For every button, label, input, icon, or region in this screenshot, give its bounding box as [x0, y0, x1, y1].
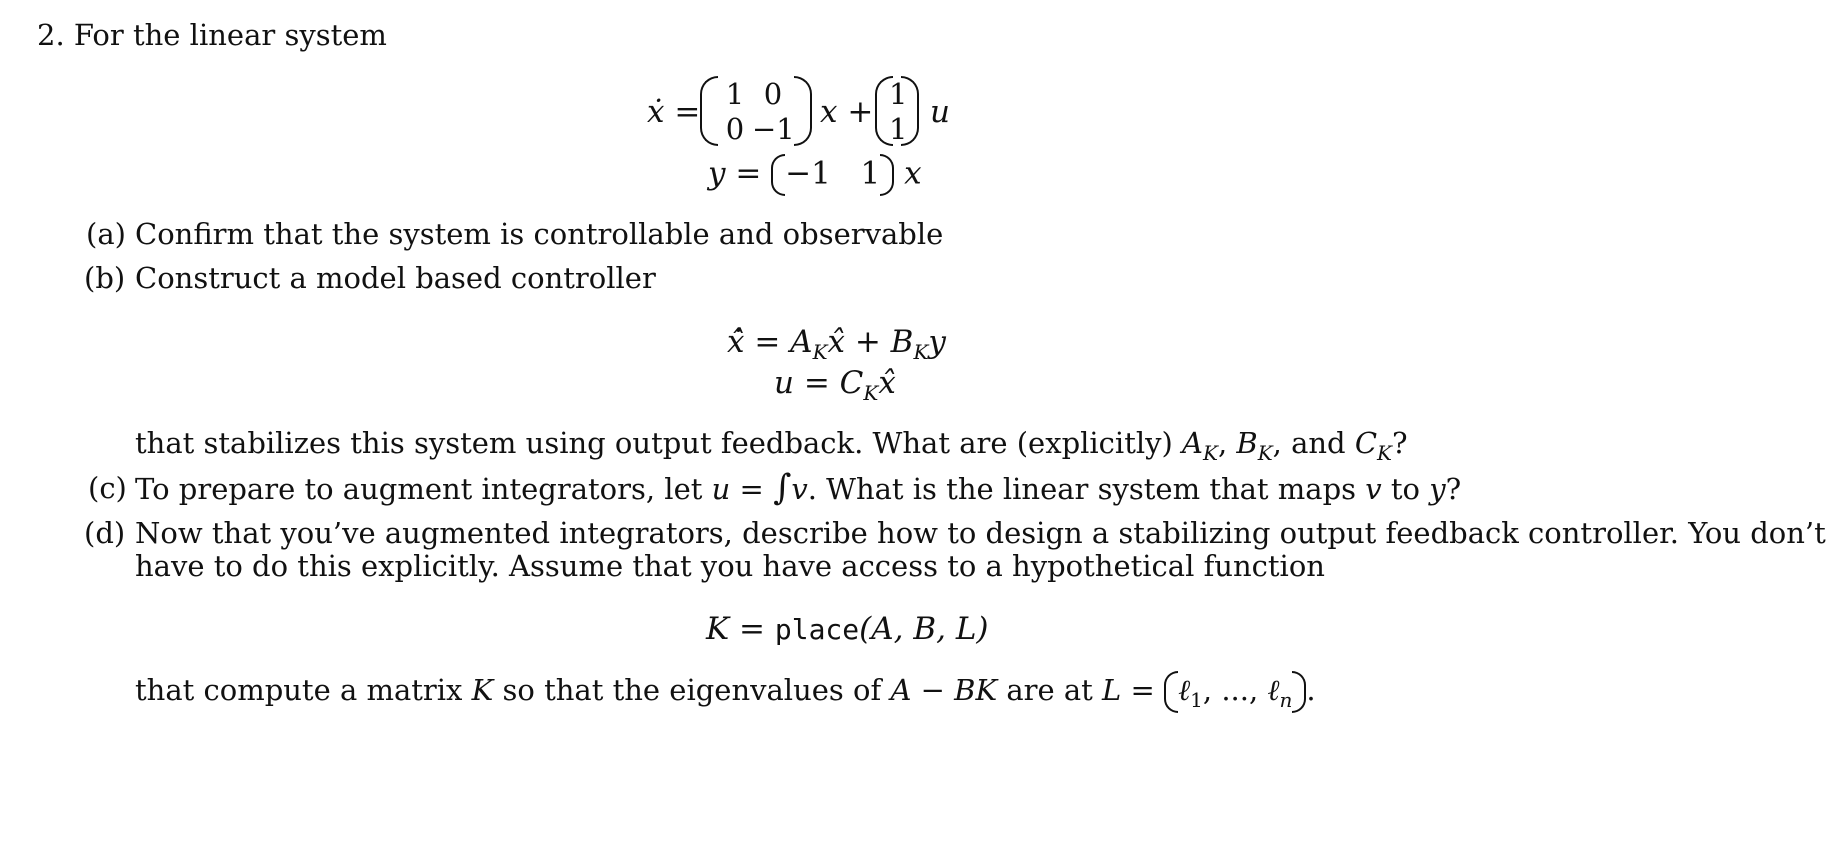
- controller-1-sub-a: K: [812, 340, 828, 365]
- part-b-follow-sep2: , and: [1272, 426, 1355, 460]
- x-plus-text: x +: [820, 94, 874, 130]
- final-minus: −: [911, 673, 955, 707]
- output-matrix-right-paren: [880, 154, 894, 196]
- controller-1-tail-b: y: [928, 324, 946, 360]
- matrix-a12: 0: [763, 76, 783, 111]
- part-b-follow-end: ?: [1392, 426, 1408, 460]
- place-function-name: place: [774, 613, 860, 646]
- matrix-b1: 1: [889, 76, 908, 111]
- matrix-c1: −1: [785, 155, 831, 192]
- part-c-text-2: . What is the linear system that maps: [807, 472, 1366, 506]
- controller-2-tail: x̂: [878, 365, 896, 401]
- part-c-equals: =: [730, 472, 774, 506]
- part-b-follow-B-sub: K: [1257, 440, 1273, 465]
- part-d-label: (d): [84, 516, 126, 550]
- part-b-follow-C: C: [1354, 426, 1378, 460]
- controller-equation-2: [774, 364, 896, 412]
- final-period: .: [1306, 673, 1316, 707]
- final-text-2: so that the eigenvalues of: [493, 673, 891, 707]
- part-c-text-4: ?: [1445, 472, 1462, 506]
- matrix-c2: 1: [860, 155, 881, 192]
- part-d-text-2: have to do this explicitly. Assume that you have access to a hypothetical function: [135, 549, 1325, 583]
- eigenvalue-middle: , ...,: [1202, 673, 1268, 707]
- part-b-label: (b): [84, 261, 126, 295]
- part-c-text-3: to: [1381, 472, 1430, 506]
- input-matrix-right-paren: [901, 76, 919, 146]
- state-matrix-right-paren: [794, 76, 812, 146]
- matrix-b2: 1: [889, 111, 908, 146]
- state-matrix-grid: [718, 76, 794, 146]
- input-matrix: [875, 76, 919, 146]
- place-K: K: [706, 611, 730, 647]
- part-b-follow-main: that stabilizes this system using output feedback. What are (explicitly): [135, 426, 1183, 460]
- problem-number: 2.: [37, 18, 65, 52]
- part-b-follow-text: [135, 425, 1408, 471]
- final-A: A: [890, 673, 912, 707]
- xdot-equals: ẋ =: [647, 94, 701, 130]
- problem-intro: For the linear system: [73, 18, 387, 52]
- part-c-v2: v: [1365, 472, 1382, 506]
- part-b-follow-A: A: [1182, 426, 1203, 460]
- part-a-text: Confirm that the system is controllable and observable: [135, 217, 944, 251]
- integral-symbol: ∫: [773, 468, 792, 508]
- output-x: x: [904, 155, 922, 192]
- eigenvalue-l1-sub: 1: [1190, 687, 1203, 712]
- eigenvalue-ln: ℓ: [1267, 673, 1280, 707]
- controller-1-tail-a: x̂ + B: [827, 324, 914, 360]
- problem-heading: [37, 17, 387, 53]
- matrix-a22: −1: [752, 111, 795, 146]
- place-arguments: (A, B, L): [859, 611, 989, 647]
- part-b-follow-C-sub: K: [1377, 440, 1392, 465]
- part-c-y: y: [1429, 472, 1446, 506]
- controller-2-head: u = C: [774, 365, 864, 401]
- part-b-follow-B: B: [1236, 426, 1258, 460]
- controller-1-sub-b: K: [913, 340, 929, 365]
- final-BK: BK: [954, 673, 998, 707]
- part-a-label: (a): [86, 217, 126, 251]
- controller-2-sub: K: [863, 381, 879, 406]
- eigenvalue-right-paren: [1292, 671, 1306, 713]
- eigenvalue-ln-sub: n: [1279, 687, 1293, 712]
- part-b-text: Construct a model based controller: [135, 261, 656, 295]
- final-K: K: [471, 673, 494, 707]
- output-equation: [708, 154, 922, 196]
- part-b-follow-A-sub: K: [1203, 440, 1218, 465]
- x-plus-term: [820, 93, 873, 131]
- part-c-v: v: [791, 472, 808, 506]
- final-text-3: are at: [997, 673, 1103, 707]
- part-c-text-1: To prepare to augment integrators, let: [135, 472, 712, 506]
- y-equals: y =: [708, 155, 762, 192]
- part-d-text-1: Now that you’ve augmented integrators, describe how to design a stabilizing output feedback controller. You don’t: [135, 516, 1826, 550]
- eigenvalue-left-paren: [1164, 671, 1178, 713]
- u-variable: u: [930, 94, 950, 130]
- matrix-a11: 1: [725, 76, 745, 111]
- place-function-equation: [706, 610, 989, 649]
- state-matrix: [700, 76, 812, 146]
- part-b-follow-sep1: ,: [1217, 426, 1237, 460]
- eigenvalue-l1: ℓ: [1178, 673, 1191, 707]
- controller-1-head: x̂̇ = A: [727, 324, 813, 360]
- state-matrix-left-paren: [700, 76, 718, 146]
- part-c-label: (c): [88, 471, 127, 505]
- final-L: L: [1102, 673, 1122, 707]
- input-variable: [930, 93, 950, 131]
- place-equals: =: [729, 611, 775, 647]
- part-c-text: [135, 470, 1461, 507]
- final-text-1: that compute a matrix: [135, 673, 472, 707]
- output-matrix-left-paren: [771, 154, 785, 196]
- part-c-u: u: [711, 472, 731, 506]
- matrix-a21: 0: [725, 111, 745, 146]
- final-equals: =: [1121, 673, 1165, 707]
- state-equation-prefix: [647, 93, 700, 131]
- final-sentence: [135, 671, 1316, 718]
